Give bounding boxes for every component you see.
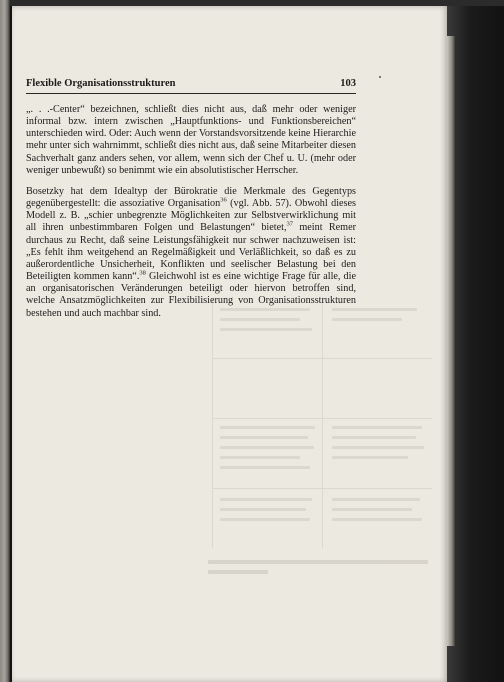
book-gutter-right	[447, 6, 504, 682]
footnote-ref-38: 38	[139, 269, 146, 277]
header-rule	[26, 93, 356, 94]
paragraph-2-text-1: Bosetzky hat dem Idealtyp der Bürokratie die Merkmale des Gegentyps gegenübergestellt: die assoziative Organisation	[26, 185, 356, 210]
body-text	[26, 104, 356, 329]
page-stack-edge	[447, 36, 455, 646]
footnote-ref-36: 36	[220, 196, 227, 204]
paragraph-2-text-2: (vgl. Abb. 57). Obwohl dieses Modell z. B. „schier unbegrenzte Möglichkeiten zur Selbstverwirklichung mit all ihren unbestimmbaren Folgen und Belastungen“ bietet,	[26, 198, 356, 234]
scan-speck	[379, 76, 381, 78]
paragraph-2	[26, 186, 356, 320]
bleed-through-caption	[208, 558, 440, 580]
paragraph-1: „. . .-Center“ bezeichnen, schließt dies nicht aus, daß mehr oder weniger informal bzw. intern zwischen „Hauptfunktions- und Funktionsbereichen“ unterschieden wird. Oder: Auch wenn der Vorstandsvorsitzende keine Hierarchie mehr unter sich wahrnimmt, schließt dies nicht aus, daß seine Mitarbeiter diesen Sachverhalt ganz anders sehen, vor allem, wenn sich der Chef u. U. (mehr oder weniger unbewußt) so benimmt wie ein absolutistischer Herrscher.	[26, 104, 356, 176]
page-number: 103	[340, 78, 356, 89]
bleed-through-table	[212, 298, 432, 568]
running-header-title: Flexible Organisationsstrukturen	[26, 78, 176, 89]
footnote-ref-37: 37	[286, 221, 294, 229]
paragraph-2-text-4: Gleichwohl ist es eine wichtige Frage für alle, die an organisatorischen Veränderungen beteiligt oder hiervon betroffen sind, welche Ansatzmöglichkeiten zur Flexibilisierung von Organisationsstrukturen bestehen und auch machbar sind.	[26, 271, 356, 319]
running-header	[26, 78, 356, 92]
paragraph-2-text-3: meint Remer durchaus zu Recht, daß seine Leistungsfähigkeit nur schwer nachzuweisen ist: „Es fehlt ihm weitgehend an Regelmäßigkeit und Verläßlichkeit, so daß es zu außerordentliche Unsicherheit, Konflikten und seelischer Belastung bei den Beteiligten kommen kann“.	[26, 222, 357, 283]
adjacent-page-edge	[0, 0, 10, 682]
